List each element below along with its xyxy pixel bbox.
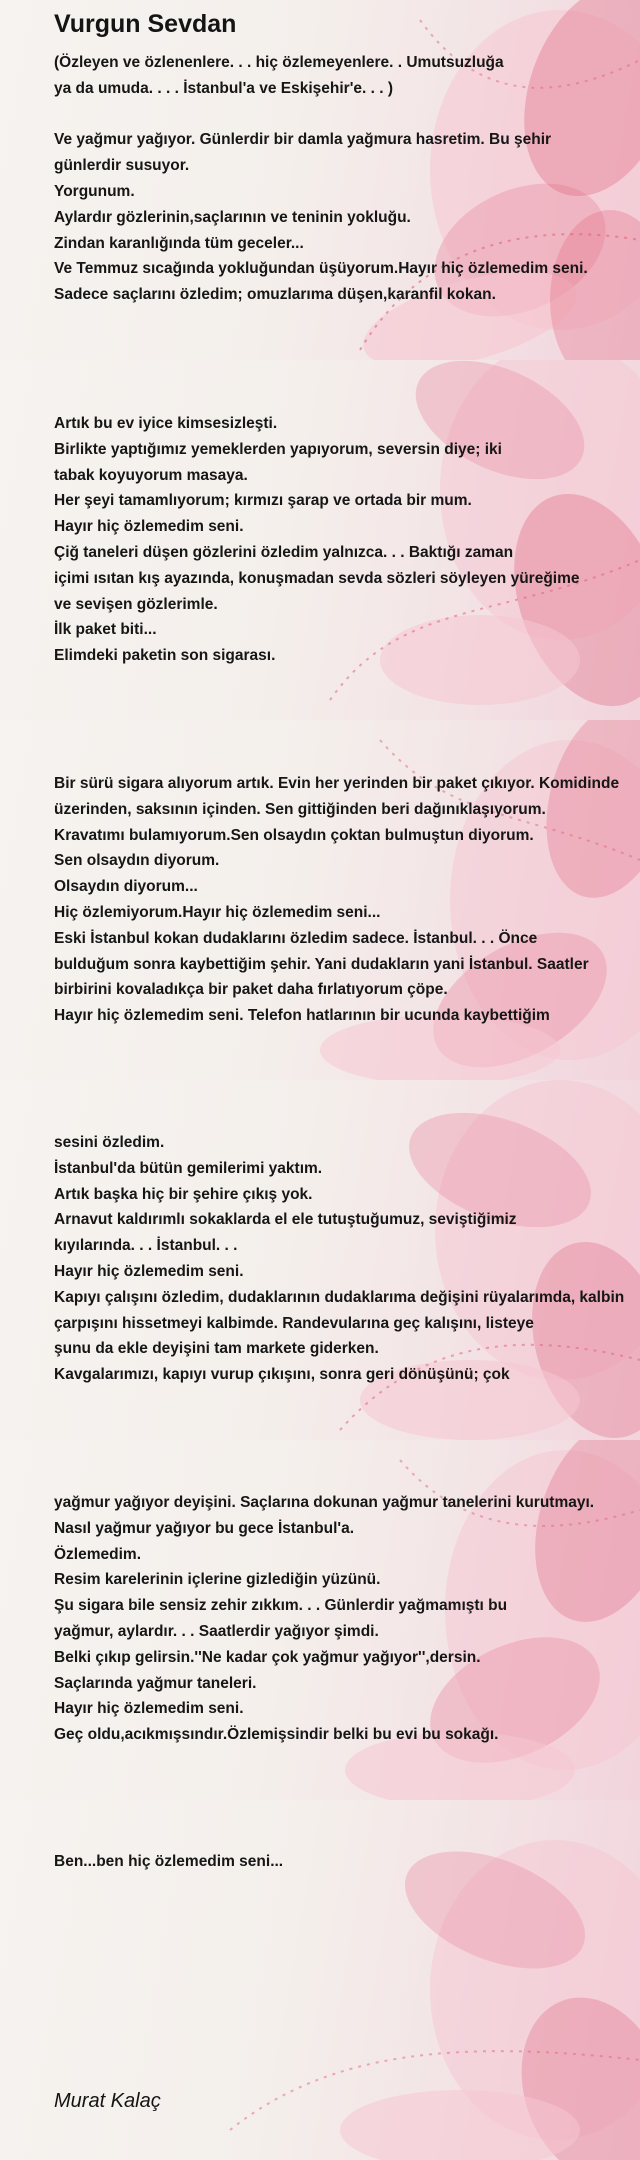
- poem-line: Özlemedim.: [54, 1545, 141, 1563]
- poem-line: Hiç özlemiyorum.Hayır hiç özlemedim seni...: [54, 903, 381, 921]
- poem-line: Hayır hiç özlemedim seni.: [54, 1700, 244, 1718]
- stanza: [54, 411, 640, 669]
- poem-line: Aylardır gözlerinin,saçlarının ve teninin yokluğu.: [54, 208, 411, 226]
- poem-line: Yorgunum.: [54, 182, 135, 200]
- poem-line: Ve Temmuz sıcağında yokluğundan üşüyorum.Hayır hiç özlemedim seni.: [54, 260, 588, 278]
- stanza: [54, 1490, 640, 1748]
- author-name: Murat Kalaç: [54, 2090, 161, 2112]
- poem-line: Artık bu ev iyice kimsesizleşti.: [54, 415, 278, 432]
- poem-line: Hayır hiç özlemedim seni.: [54, 1262, 244, 1280]
- poem-line: Çiğ taneleri düşen gözlerini özledim yalnızca. . . Baktığı zaman: [54, 543, 514, 561]
- poem-line: yağmur yağıyor deyişini. Saçlarına dokunan yağmur tanelerini kurutmayı.: [54, 1494, 595, 1511]
- poem-line: bulduğum sonra kaybettiğim şehir. Yani dudakların yani İstanbul. Saatler: [54, 955, 589, 973]
- poem-line: günlerdir susuyor.: [54, 157, 190, 175]
- poem-line: Her şeyi tamamlıyorum; kırmızı şarap ve ortada bir mum.: [54, 492, 472, 510]
- poem-line: Arnavut kaldırımlı sokaklarda el ele tutuştuğumuz, seviştiğimiz: [54, 1211, 517, 1229]
- poem-line: Bir sürü sigara alıyorum artık. Evin her yerinden bir paket çıkıyor. Komidinde: [54, 775, 620, 792]
- stanza: [54, 1849, 640, 1875]
- poem-line: çarpışını hissetmeyi kalbimde. Randevularına geç kalışını, listeye: [54, 1314, 534, 1332]
- poem-line: Olsaydın diyorum...: [54, 878, 198, 896]
- poem-line: Geç oldu,acıkmışsındır.Özlemişsindir belki bu evi bu sokağı.: [54, 1726, 499, 1744]
- poem-line: kıyılarında. . . İstanbul. . .: [54, 1237, 238, 1255]
- poem-line: ya da umuda. . . . İstanbul'a ve Eskişehir'e. . . ): [54, 79, 394, 97]
- poem-line: Birlikte yaptığımız yemeklerden yapıyorum, seversin diye; iki: [54, 440, 502, 458]
- poem-line: yağmur, aylardır. . . Saatlerdir yağıyor şimdi.: [54, 1622, 379, 1640]
- poem-line: ve sevişen gözlerimle.: [54, 595, 218, 613]
- poem-line: Nasıl yağmur yağıyor bu gece İstanbul'a.: [54, 1519, 355, 1537]
- poem-line: Artık başka hiç bir şehire çıkış yok.: [54, 1185, 313, 1203]
- poem-line: Ben...ben hiç özlemedim seni...: [54, 1853, 284, 1870]
- poem-line: şunu da ekle deyişini tam markete giderken.: [54, 1340, 379, 1358]
- poem-line: Şu sigara bile sensiz zehir zıkkım. . . Günlerdir yağmamıştı bu: [54, 1597, 508, 1615]
- poem-title: Vurgun Sevdan: [54, 10, 237, 38]
- poem-line: Kapıyı çalışını özledim, dudaklarının dudaklarıma değişini rüyalarımda, kalbin: [54, 1288, 625, 1306]
- poem-line: Eski İstanbul kokan dudaklarını özledim sadece. İstanbul. . . Önce: [54, 929, 538, 947]
- poem-line: sesini özledim.: [54, 1134, 165, 1151]
- poem-line: üzerinden, saksının içinden. Sen gittiğinden beri dağınıklaşıyorum.: [54, 800, 546, 818]
- poem-line: Ve yağmur yağıyor. Günlerdir bir damla yağmura hasretim. Bu şehir: [54, 131, 552, 149]
- poem-line: İstanbul'da bütün gemilerimi yaktım.: [54, 1159, 323, 1177]
- poem-line: Belki çıkıp gelirsin.''Ne kadar çok yağmur yağıyor'',dersin.: [54, 1648, 481, 1666]
- poem-line: Elimdeki paketin son sigarası.: [54, 647, 276, 665]
- stanza: [54, 1130, 640, 1388]
- poem-line: Resim karelerinin içlerine gizlediğin yüzünü.: [54, 1571, 381, 1589]
- poem-line: (Özleyen ve özlenenlere. . . hiç özlemeyenlere. . Umutsuzluğa: [54, 54, 504, 71]
- poem-line: içimi ısıtan kış ayazında, konuşmadan sevda sözleri söyleyen yüreğime: [54, 569, 580, 587]
- blank-line: [54, 102, 640, 128]
- poem-line: Kavgalarımızı, kapıyı vurup çıkışını, sonra geri dönüşünü; çok: [54, 1366, 510, 1384]
- stanza: [54, 771, 640, 1029]
- poem-line: Saçlarında yağmur taneleri.: [54, 1674, 257, 1692]
- stanza: [54, 50, 640, 308]
- poem-line: Kravatımı bulamıyorum.Sen olsaydın çoktan bulmuştun diyorum.: [54, 826, 534, 844]
- poem-line: İlk paket biti...: [54, 621, 157, 639]
- poem-line: Sen olsaydın diyorum.: [54, 852, 220, 870]
- poem-line: Zindan karanlığında tüm geceler...: [54, 234, 304, 252]
- poem-line: Hayır hiç özlemedim seni. Telefon hatlarının bir ucunda kaybettiğim: [54, 1007, 550, 1025]
- poem-line: birbirini kovaladıkça bir paket daha fırlatıyorum çöpe.: [54, 981, 448, 999]
- poem-line: tabak koyuyorum masaya.: [54, 466, 248, 484]
- poem-line: Sadece saçlarını özledim; omuzlarıma düşen,karanfil kokan.: [54, 286, 496, 304]
- poem-line: Hayır hiç özlemedim seni.: [54, 518, 244, 536]
